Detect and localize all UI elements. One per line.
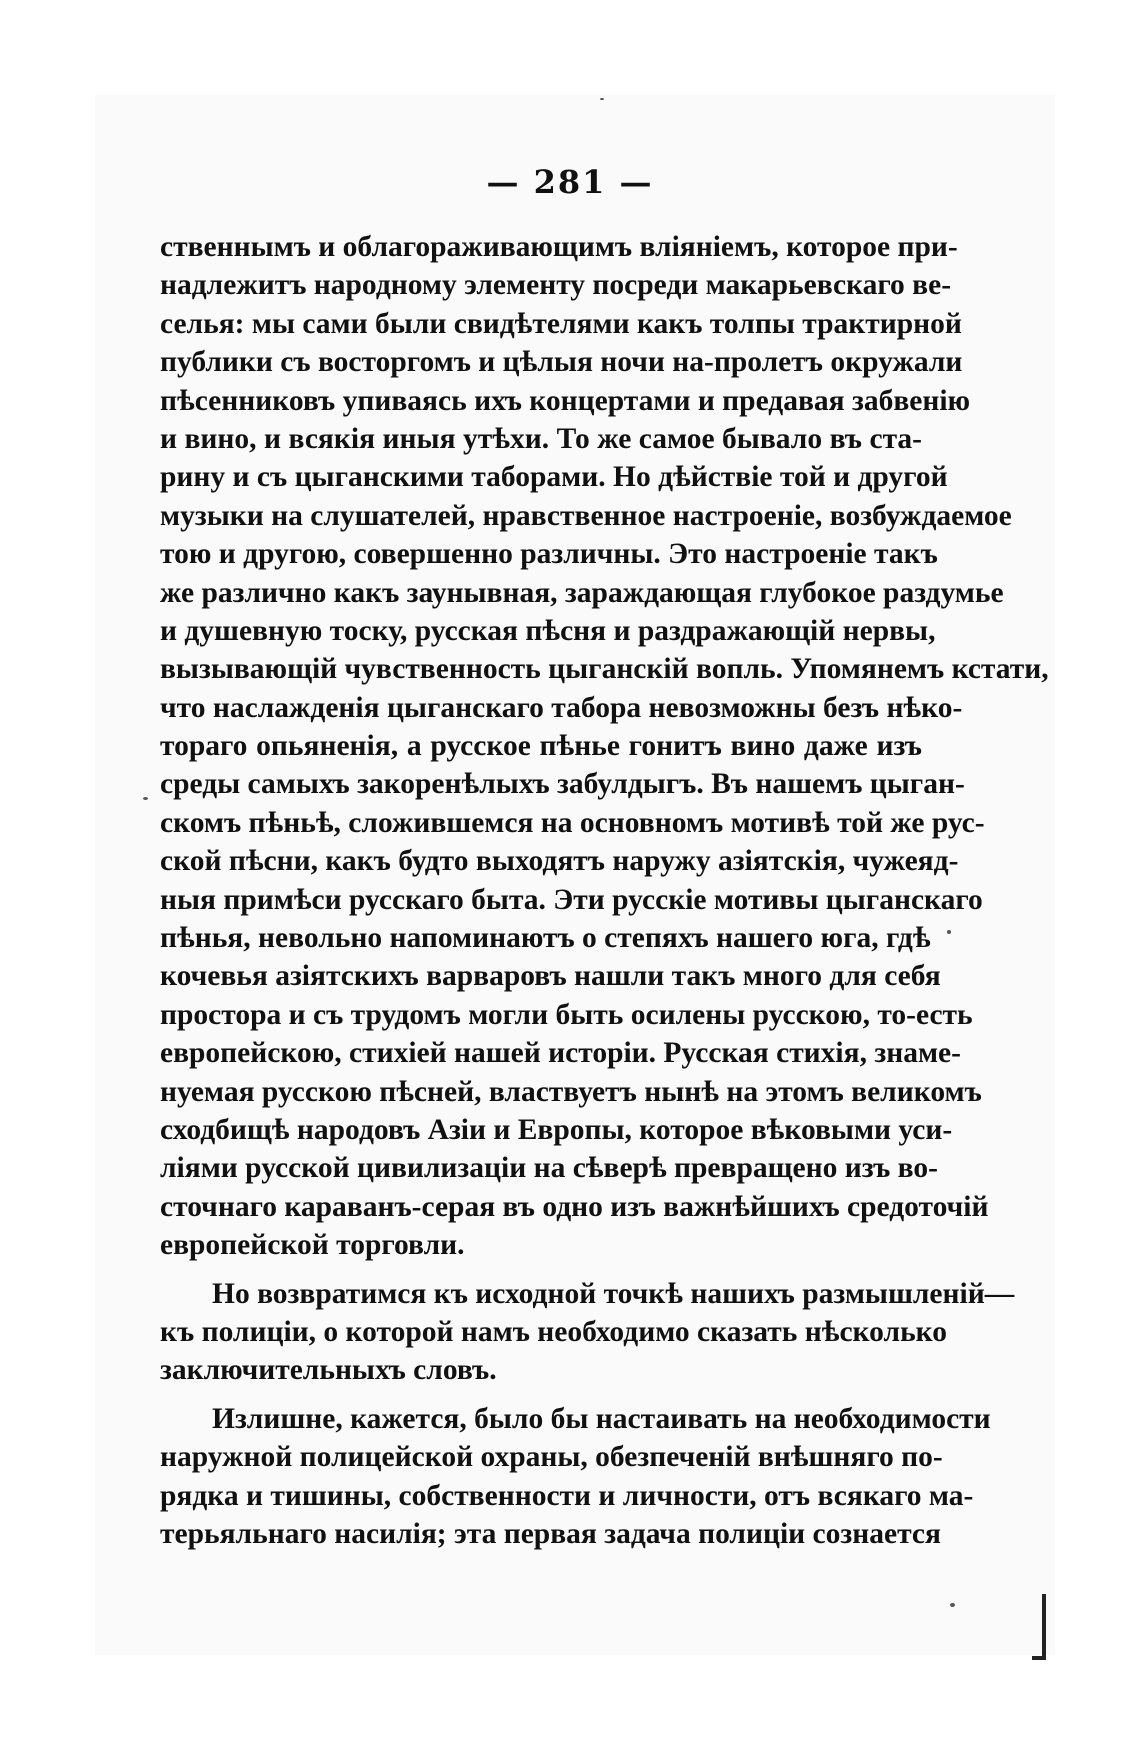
text-line: наружной полицейской охраны, обезпеченій внѣшняго по- (160, 1441, 943, 1474)
scan-speck (947, 930, 951, 934)
text-line: сточнаго караванъ-серая въ одно изъ важнѣйшихъ средоточій (160, 1190, 989, 1223)
scan-speck (950, 1603, 955, 1607)
paragraph-gap (160, 1390, 922, 1400)
text-line: терьяльнаго насилія; эта первая задача полиціи сознается (160, 1517, 941, 1550)
text-line: селья: мы сами были свидѣтелями какъ толпы трактирной (160, 307, 962, 340)
text-line: простора и съ трудомъ могли быть осилены русскою, то-есть (160, 998, 973, 1031)
text-line: музыки на слушателей, нравственное настроеніе, возбуждаемое (160, 499, 1012, 532)
text-line: скомъ пѣньѣ, сложившемся на основномъ мотивѣ той же рус- (160, 806, 985, 839)
scan-speck (600, 98, 604, 100)
margin-bracket-mark-foot (1032, 1656, 1046, 1660)
text-line: европейской торговли. (160, 1229, 465, 1262)
text-line: тораго опьяненія, а русское пѣнье гонитъ вино даже изъ (160, 730, 922, 763)
text-line: и вино, и всякія иныя утѣхи. То же самое бывало въ ста- (160, 422, 922, 455)
text-line: европейскою, стихіей нашей исторіи. Русская стихія, знаме- (160, 1037, 961, 1070)
text-line: ской пѣсни, какъ будто выходятъ наружу азіятскія, чужеяд- (160, 845, 959, 878)
text-line: ныя примѣси русскаго быта. Эти русскіе мотивы цыганскаго (160, 883, 983, 916)
paragraph-gap (160, 1265, 922, 1275)
text-line: пѣнья, невольно напоминаютъ о степяхъ нашего юга, гдѣ (160, 922, 931, 955)
margin-bracket-mark (1042, 1594, 1046, 1660)
scan-speck (143, 797, 148, 800)
text-line: рину и съ цыганскими таборами. Но дѣйствіе той и другой (160, 461, 948, 494)
page-number: — 281 — (486, 163, 654, 201)
text-line: тою и другою, совершенно различны. Это настроеніе такъ (160, 538, 938, 571)
text-line: Излишне, кажется, было бы настаивать на необходимости (212, 1402, 991, 1435)
text-line: рядка и тишины, собственности и личности, отъ всякаго ма- (160, 1479, 974, 1512)
text-line: кочевья азіятскихъ варваровъ нашли такъ много для себя (160, 960, 941, 993)
text-line: къ полиціи, о которой намъ необходимо сказать нѣсколько (160, 1315, 948, 1348)
text-line: ственнымъ и облагораживающимъ вліяніемъ, которое при- (160, 231, 958, 263)
body-text (160, 228, 1049, 1553)
text-line: заключительныхъ словъ. (160, 1354, 497, 1387)
text-line: и душевную тоску, русская пѣсня и раздражающій нервы, (160, 614, 936, 647)
text-line: среды самыхъ закоренѣлыхъ забулдыгъ. Въ нашемъ цыган- (160, 768, 965, 801)
text-line: сходбищѣ народовъ Азіи и Европы, которое вѣковыми уси- (160, 1113, 953, 1146)
text-line: нуемая русскою пѣсней, властвуетъ нынѣ на этомъ великомъ (160, 1075, 982, 1108)
text-line: что наслажденія цыганскаго табора невозможны безъ нѣко- (160, 691, 963, 724)
text-line: пѣсенниковъ упиваясь ихъ концертами и предавая забвенію (160, 384, 971, 417)
text-line: надлежитъ народному элементу посреди макарьевскаго ве- (160, 269, 952, 302)
text-line: Но возвратимся къ исходной точкѣ нашихъ размышленій— (212, 1277, 1015, 1310)
text-line: вызывающій чувственность цыганскій вопль. Упомянемъ кстати, (160, 653, 1049, 686)
text-line: ліями русской цивилизаціи на сѣверѣ превращено изъ во- (160, 1152, 938, 1185)
text-line: публики съ восторгомъ и цѣлыя ночи на-пролетъ окружали (160, 346, 963, 379)
text-line: же различно какъ заунывная, зараждающая глубокое раздумье (160, 576, 1004, 609)
